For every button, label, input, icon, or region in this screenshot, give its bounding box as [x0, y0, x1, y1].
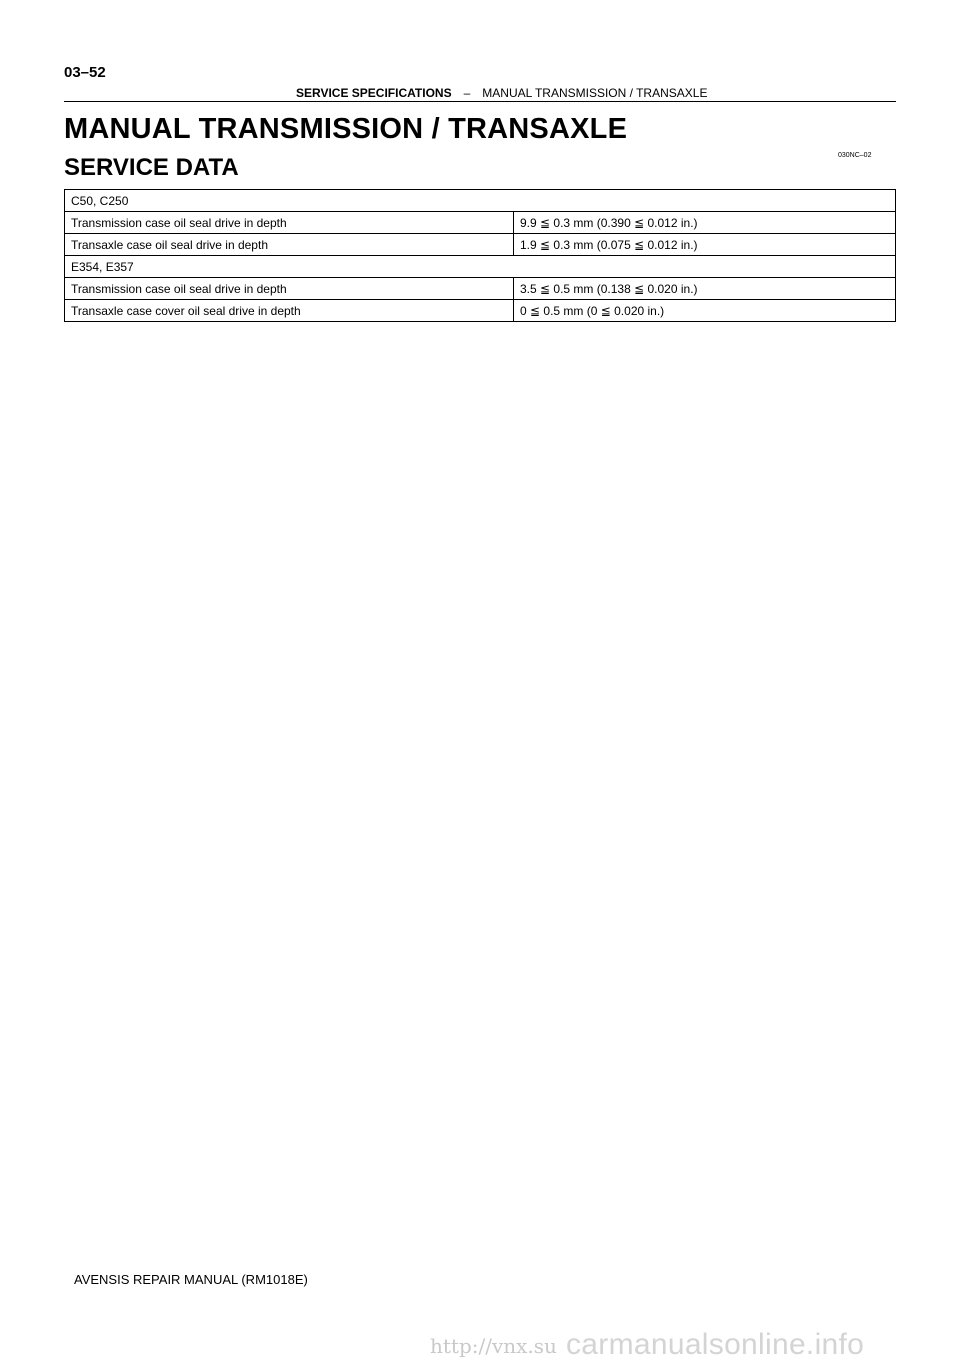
parameter-cell: Transaxle case cover oil seal drive in depth [65, 300, 514, 322]
group-label: E354, E357 [65, 256, 896, 278]
parameter-cell: Transaxle case oil seal drive in depth [65, 234, 514, 256]
value-cell: 9.9 ≦ 0.3 mm (0.390 ≦ 0.012 in.) [514, 212, 896, 234]
value-cell: 3.5 ≦ 0.5 mm (0.138 ≦ 0.020 in.) [514, 278, 896, 300]
group-label: C50, C250 [65, 190, 896, 212]
document-code: 030NC–02 [838, 152, 872, 159]
table-row [65, 234, 896, 256]
table-row [65, 212, 896, 234]
page-number: 03–52 [64, 64, 106, 81]
service-data-table [64, 189, 896, 322]
watermark-site: carmanualsonline.info [566, 1328, 865, 1361]
page-title: MANUAL TRANSMISSION / TRANSAXLE [64, 113, 628, 145]
table-group-row [65, 256, 896, 278]
footer-manual-title: AVENSIS REPAIR MANUAL (RM1018E) [74, 1272, 308, 1287]
table-row [65, 300, 896, 322]
value-cell: 1.9 ≦ 0.3 mm (0.075 ≦ 0.012 in.) [514, 234, 896, 256]
parameter-cell: Transmission case oil seal drive in depth [65, 278, 514, 300]
header-section: SERVICE SPECIFICATIONS [296, 86, 452, 100]
header-subsection: MANUAL TRANSMISSION / TRANSAXLE [482, 86, 708, 100]
running-header-text [296, 87, 707, 99]
parameter-cell: Transmission case oil seal drive in depth [65, 212, 514, 234]
running-header [64, 87, 896, 102]
table-row [65, 278, 896, 300]
header-separator: – [463, 86, 471, 100]
watermark-link[interactable]: http://vnx.su [430, 1334, 557, 1358]
value-cell: 0 ≦ 0.5 mm (0 ≦ 0.020 in.) [514, 300, 896, 322]
section-title: SERVICE DATA [64, 154, 239, 181]
table-group-row [65, 190, 896, 212]
